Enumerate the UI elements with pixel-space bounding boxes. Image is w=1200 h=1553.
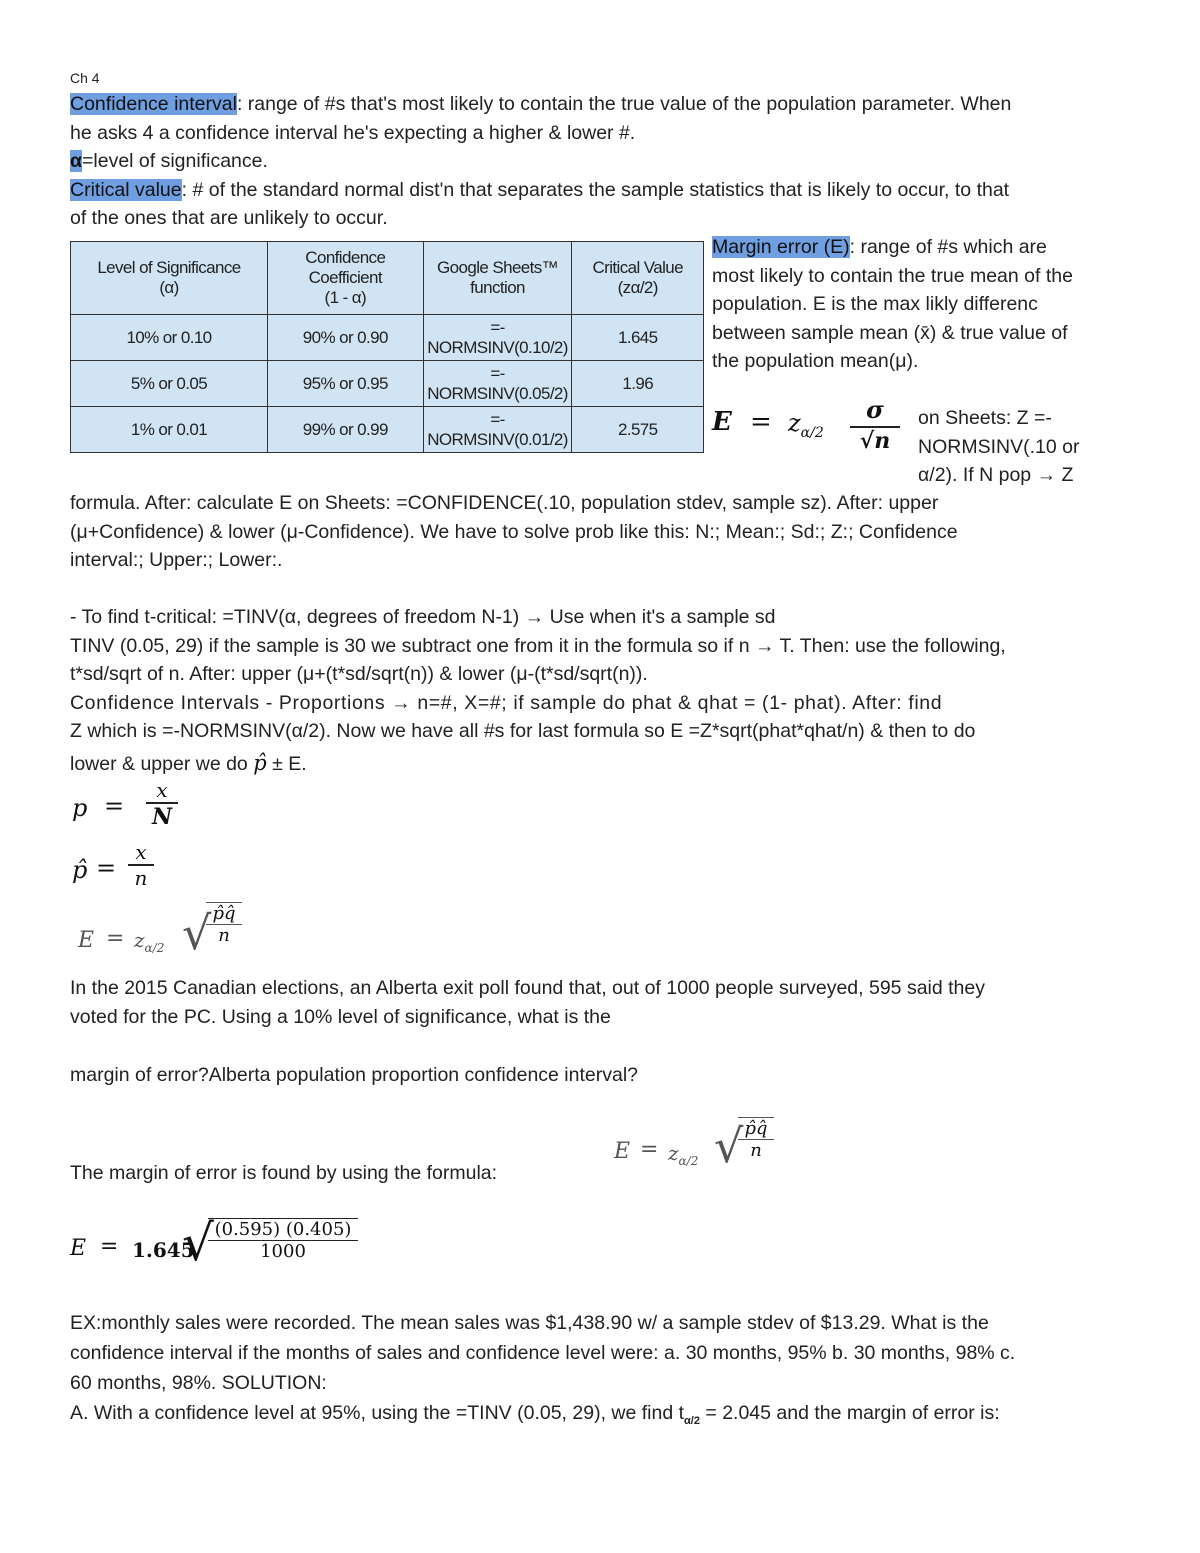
table-cell: =-NORMSINV(0.05/2) <box>423 361 572 407</box>
proportion-margin-formula: E = $z_{\alpha/2}$ √ p̂q̂ n <box>614 1115 814 1185</box>
table-cell: 1% or 0.01 <box>71 407 268 453</box>
alpha-line <box>70 147 1130 176</box>
margin-error-formula: E = $z_{\alpha/2}$ σ √n <box>712 395 912 470</box>
definitions-block <box>70 90 1130 233</box>
body-line: Z which is =-NORMSINV(α/2). Now we have all #s for last formula so E =Z*sqrt(phat*qhat/n) & then to do <box>70 720 976 742</box>
example-2-block <box>70 1308 1130 1436</box>
body-line: Confidence Intervals - Proportions → n=#, X=#; if sample do phat & qhat = (1- phat). After: find <box>70 691 943 714</box>
table-cell: 90% or 0.90 <box>267 315 423 361</box>
body-line: (μ+Confidence) & lower (μ-Confidence). We have to solve prob like this: N:; Mean:; Sd:; Z:; Confidence <box>70 520 958 543</box>
header-coefficient: Confidence Coefficient (1 - α) <box>267 242 423 315</box>
ci-line-2: he asks 4 a confidence interval he's expecting a higher & lower #. <box>70 121 636 144</box>
table-cell: 1.645 <box>572 315 704 361</box>
body-line: formula. After: calculate E on Sheets: =CONFIDENCE(.10, population stdev, sample sz). After: upper <box>70 492 939 514</box>
body-line: lower & upper we do p̂ ± E. <box>70 750 307 775</box>
table-row <box>71 361 704 407</box>
header-level: Level of Significance (α) <box>71 242 268 315</box>
sheets-note-2: NORMSINV(.10 or <box>918 435 1080 458</box>
margin-line-5: the population mean(μ). <box>712 350 919 372</box>
table-cell: 1.96 <box>572 361 704 407</box>
example-1-line: voted for the PC. Using a 10% level of significance, what is the <box>70 1005 611 1028</box>
example-2-line: A. With a confidence level at 95%, using the =TINV (0.05, 29), we find $t_{\alpha/2} = 2.045$ and the margin of error is: <box>70 1402 1000 1427</box>
margin-error-block <box>712 233 1130 376</box>
table-cell: 10% or 0.10 <box>71 315 268 361</box>
header-sheets-function: Google Sheets™ function <box>423 242 572 315</box>
ci-text-1: : range of #s that's most likely to contain the true value of the population parameter. When <box>236 93 1012 115</box>
table-cell: =-NORMSINV(0.10/2) <box>423 315 572 361</box>
calc-z: 1.645 <box>132 1238 195 1262</box>
table-row <box>71 407 704 453</box>
example-2-line: confidence interval if the months of sales and confidence level were: a. 30 months, 95% b. 30 months, 98% c. <box>70 1342 1016 1364</box>
body-line: TINV (0.05, 29) if the sample is 30 we subtract one from it in the formula so if n → T. Then: use the following, <box>70 634 1006 657</box>
example-2-line: EX:monthly sales were recorded. The mean sales was $1,438.90 w/ a sample stdev of $13.29. What is the <box>70 1312 989 1334</box>
formula-intro: The margin of error is found by using the formula: <box>70 1162 498 1184</box>
table-cell: 5% or 0.05 <box>71 361 268 407</box>
sheets-note <box>918 404 1130 490</box>
cv-line-2: of the ones that are unlikely to occur. <box>70 207 388 229</box>
margin-line-1 <box>712 233 1130 262</box>
header-critical-value: Critical Value (zα/2) <box>572 242 704 315</box>
proportion-formulas: p = x N p̂ = x n E = $z_{\alpha/2}$ √ p̂q̂ n <box>70 778 270 978</box>
cv-line-1 <box>70 176 1130 205</box>
table-cell: 95% or 0.95 <box>267 361 423 407</box>
cv-term: Critical value <box>70 178 182 201</box>
cv-text-1: : # of the standard normal dist'n that separates the sample statistics that is likely to occur, to that <box>181 178 1010 201</box>
body-block-2 <box>70 603 1130 781</box>
example-1-line: margin of error?Alberta population proportion confidence interval? <box>70 1064 639 1086</box>
critical-value-table <box>70 241 704 453</box>
body-block-1 <box>70 489 1130 575</box>
table-cell: 2.575 <box>572 407 704 453</box>
table-header-row <box>71 242 704 315</box>
margin-calculation: E = 1.645 √ (0.595) (0.405) 1000 <box>70 1214 390 1284</box>
calc-denominator: 1000 <box>260 1241 306 1262</box>
margin-line-2: most likely to contain the true mean of the <box>712 264 1073 287</box>
sheets-note-3: α/2). If N pop → Z <box>918 464 1074 486</box>
example-2-line: 60 months, 98%. SOLUTION: <box>70 1372 327 1394</box>
sheets-note-1: on Sheets: Z =- <box>918 407 1052 429</box>
body-line: t*sd/sqrt of n. After: upper (μ+(t*sd/sqrt(n)) & lower (μ-(t*sd/sqrt(n)). <box>70 663 648 685</box>
body-line: interval:; Upper:; Lower:. <box>70 549 283 571</box>
ci-term: Confidence interval <box>70 93 237 115</box>
margin-text-1: : range of #s which are <box>849 236 1047 258</box>
example-1-line: In the 2015 Canadian elections, an Alberta exit poll found that, out of 1000 people surveyed, 595 said they <box>70 977 985 999</box>
body-line: - To find t-critical: =TINV(α, degrees of freedom N-1) → Use when it's a sample sd <box>70 606 776 628</box>
alpha-symbol: α <box>70 150 82 172</box>
alpha-text: =level of significance. <box>82 150 268 172</box>
calc-numerator: (0.595) (0.405) <box>214 1219 352 1240</box>
ci-line-1 <box>70 90 1130 119</box>
margin-line-3: population. E is the max likly differenc <box>712 293 1038 315</box>
margin-line-4: between sample mean (x̄) & true value of <box>712 321 1068 344</box>
example-1-question <box>70 974 1130 1031</box>
table-row <box>71 315 704 361</box>
table-cell: =-NORMSINV(0.01/2) <box>423 407 572 453</box>
table-cell: 99% or 0.99 <box>267 407 423 453</box>
margin-term: Margin error (E) <box>712 236 850 258</box>
chapter-label: Ch 4 <box>70 70 100 86</box>
